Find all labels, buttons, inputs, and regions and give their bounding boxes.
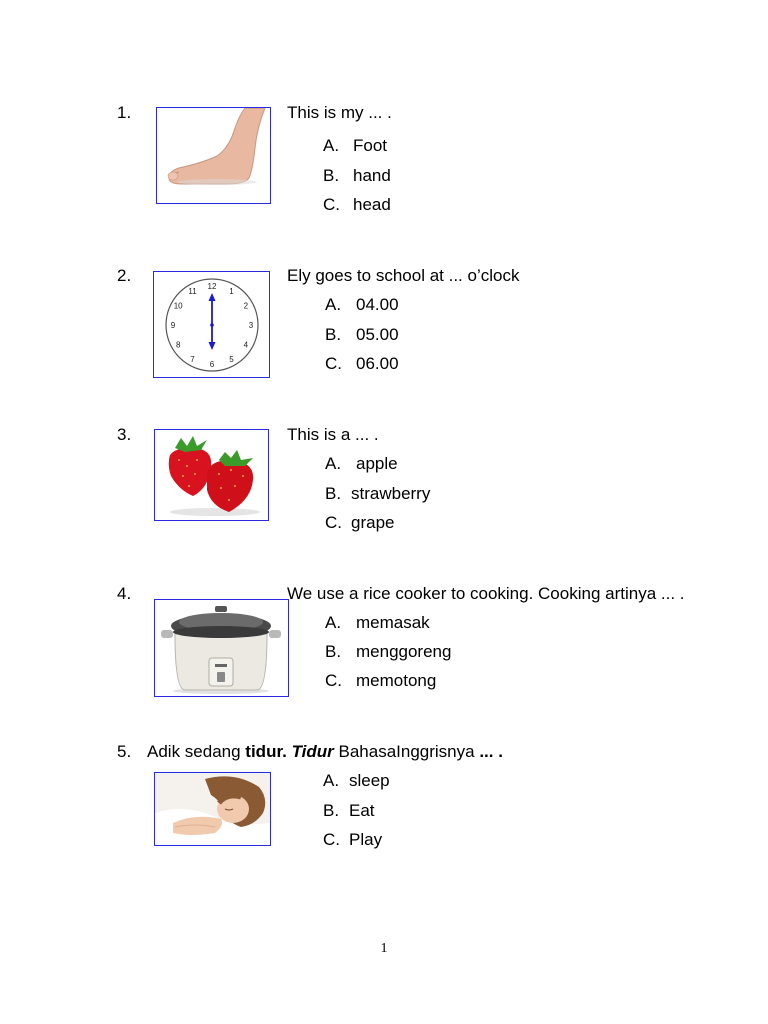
option-b[interactable] <box>323 166 391 186</box>
option-b[interactable] <box>325 484 430 504</box>
clock-numeral: 2 <box>243 301 249 311</box>
option-text: apple <box>356 454 398 473</box>
question-number: 3. <box>117 425 132 444</box>
option-letter: A. <box>325 613 342 632</box>
option-letter: A. <box>323 771 340 790</box>
option-b[interactable] <box>323 801 375 821</box>
foot-icon <box>156 107 271 204</box>
option-a[interactable] <box>325 454 398 474</box>
option-text: Eat <box>349 801 375 820</box>
rice-cooker-icon <box>154 599 289 697</box>
clock-icon <box>153 271 270 378</box>
clock-numeral: 3 <box>248 321 254 330</box>
clock-numeral: 5 <box>229 354 234 364</box>
question-stem: This is a ... . <box>287 425 379 444</box>
option-text: grape <box>351 513 395 532</box>
sleeping-child-icon <box>154 772 271 846</box>
option-letter: A. <box>325 295 342 314</box>
strawberry-icon <box>154 429 269 521</box>
clock-numeral: 6 <box>209 360 215 369</box>
option-c[interactable] <box>325 354 399 374</box>
option-b[interactable] <box>325 642 451 662</box>
option-letter: B. <box>323 166 340 185</box>
stem-text: BahasaInggrisnya <box>333 742 480 761</box>
option-letter: C. <box>325 671 342 690</box>
option-text: 05.00 <box>356 325 399 344</box>
question-stem <box>147 742 503 762</box>
clock-numeral: 12 <box>207 282 217 291</box>
option-text: 04.00 <box>356 295 399 314</box>
clock-numeral: 10 <box>173 301 183 311</box>
option-a[interactable] <box>323 771 390 791</box>
option-text: strawberry <box>351 484 431 503</box>
option-letter: C. <box>323 195 340 214</box>
clock-numeral: 7 <box>190 354 195 364</box>
option-a[interactable] <box>325 613 430 633</box>
stem-bold-word: tidur. <box>245 742 287 761</box>
question-number: 5. <box>117 742 132 761</box>
option-letter: B. <box>325 484 342 503</box>
stem-text: Adik sedang <box>147 742 246 761</box>
stem-bold-italic-word: Tidur <box>291 742 334 761</box>
option-text: Foot <box>353 136 388 155</box>
question-stem: Ely goes to school at ... o’clock <box>287 266 520 285</box>
option-letter: B. <box>323 801 340 820</box>
clock-numeral: 4 <box>243 340 249 350</box>
clock-numeral: 1 <box>229 287 234 297</box>
option-text: memasak <box>356 613 430 632</box>
option-letter: C. <box>323 830 340 849</box>
stem-bold-ellipsis: ... . <box>479 742 503 761</box>
option-a[interactable] <box>325 295 399 315</box>
option-c[interactable] <box>325 513 394 533</box>
option-text: hand <box>353 166 391 185</box>
option-c[interactable] <box>323 830 382 850</box>
option-letter: A. <box>323 136 340 155</box>
option-c[interactable] <box>323 195 391 215</box>
option-letter: C. <box>325 354 342 373</box>
clock-numeral: 11 <box>188 287 197 297</box>
option-text: head <box>353 195 391 214</box>
option-letter: B. <box>325 642 342 661</box>
question-stem: We use a rice cooker to cooking. Cooking artinya ... . <box>287 584 685 603</box>
option-text: memotong <box>356 671 437 690</box>
option-letter: C. <box>325 513 342 532</box>
clock-numeral: 8 <box>175 340 181 350</box>
option-c[interactable] <box>325 671 436 691</box>
page-number: 1 <box>380 941 388 956</box>
option-b[interactable] <box>325 325 399 345</box>
question-stem: This is my ... . <box>287 103 392 122</box>
option-text: menggoreng <box>356 642 452 661</box>
option-text: Play <box>349 830 383 849</box>
clock-numeral: 9 <box>170 321 176 330</box>
option-letter: B. <box>325 325 342 344</box>
option-a[interactable] <box>323 136 387 156</box>
question-number: 1. <box>117 103 132 122</box>
option-text: 06.00 <box>356 354 399 373</box>
question-number: 2. <box>117 266 132 285</box>
option-text: sleep <box>349 771 390 790</box>
option-letter: A. <box>325 454 342 473</box>
question-number: 4. <box>117 584 132 603</box>
